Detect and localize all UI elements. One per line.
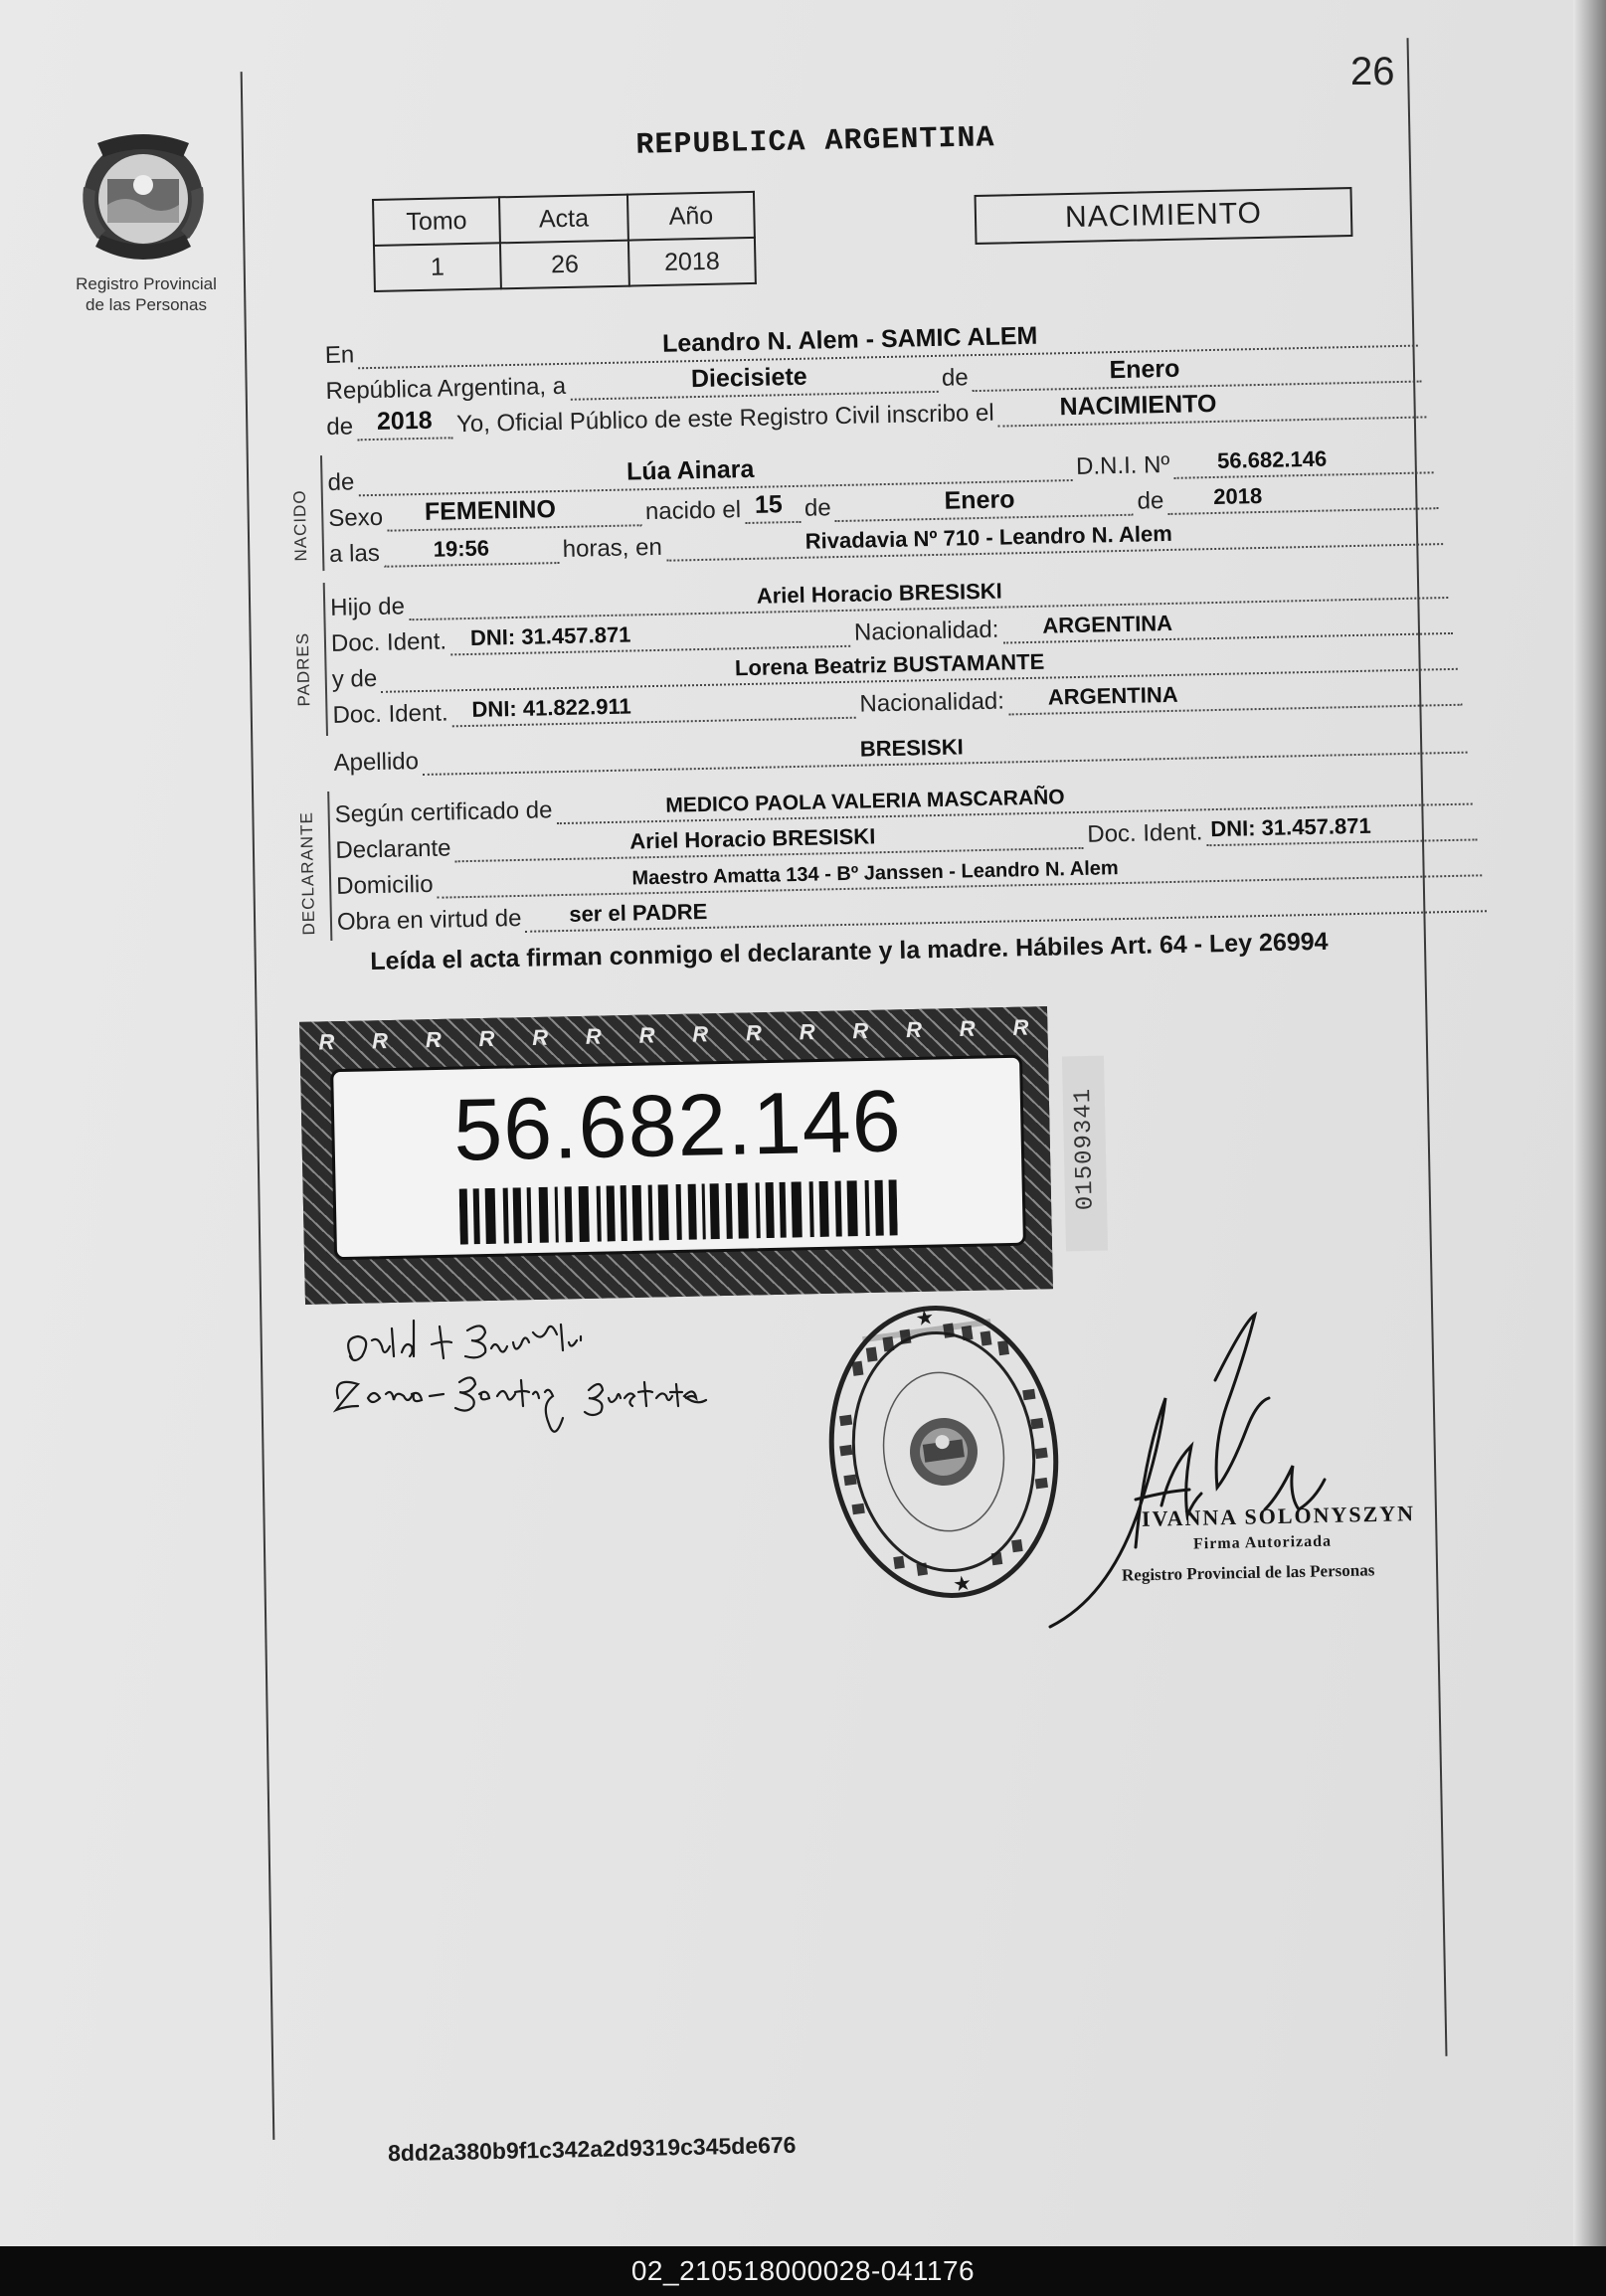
acto-value: NACIMIENTO [1059,389,1217,422]
padre-nacionalidad-value: ARGENTINA [1042,610,1173,638]
padre-doc-label: Doc. Ident. [330,627,447,657]
barcode-bars [459,1179,898,1244]
acta-value: 26 [500,241,629,289]
madre-nacionalidad-label: Nacionalidad: [859,687,1005,718]
control-number: 01509341 [1070,1087,1100,1211]
yo-label: Yo, Oficial Público de este Registro Civil inscribo el [455,399,994,439]
obra-en-virtud-label: Obra en virtud de [336,904,522,936]
lugar-value: Leandro N. Alem - SAMIC ALEM [661,321,1038,358]
hora-value: 19:56 [433,535,490,562]
republica-label: República Argentina, a [325,372,567,405]
obra-en-virtud-value: ser el PADRE [569,898,708,927]
dia-nacimiento-value: 15 [754,490,784,519]
barcode-card [330,1055,1026,1261]
seal-caption-line1: Registro Provincial [76,274,217,293]
segun-certificado-label: Según certificado de [334,796,553,828]
lugar-nacimiento-value: Rivadavia Nº 710 - Leandro N. Alem [804,520,1173,554]
madre-doc-label: Doc. Ident. [332,699,448,729]
seal-caption [52,273,241,315]
mes-nacimiento-value: Enero [944,485,1015,515]
control-number-strip [1062,1056,1108,1252]
closing-text: Leída el acta firman conmigo el declarante y la madre. Hábiles Art. 64 - Ley 26994 [370,927,1329,975]
provincial-seal-icon [76,127,211,272]
record-type-box: NACIMIENTO [975,187,1353,245]
authority-title: Firma Autorizada [1192,1532,1333,1553]
domicilio-value: Maestro Amatta 134 - Bº Janssen - Leandro N. Alem [631,857,1119,890]
dni-value: 56.682.146 [1216,445,1328,473]
madre-nacionalidad-value: ARGENTINA [1047,681,1178,710]
de-label-4: de [803,494,831,522]
svg-text:★: ★ [953,1572,973,1595]
authority-name: IVANNA SOLONYSZYN [1141,1501,1416,1531]
authorized-signature [1044,1311,1422,1649]
page-number: 26 [1350,50,1395,93]
padre-nacionalidad-label: Nacionalidad: [853,616,999,646]
authority-registry: Registro Provincial de las Personas [1121,1560,1375,1585]
padre-doc-value: DNI: 31.457.871 [469,621,631,650]
padre-value: Ariel Horacio BRESISKI [756,578,1002,609]
security-r-row-top: R R R R R R R R R R R R R R [318,1014,1029,1055]
tomo-value: 1 [374,243,501,291]
acta-header: Acta [499,195,628,244]
sexo-label: Sexo [328,503,384,532]
anio-header: Año [627,192,755,241]
document-hash: 8dd2a380b9f1c342a2d9319c345de676 [387,2131,797,2167]
document-title: REPUBLICA ARGENTINA [635,121,995,163]
anio-nacimiento-value: 2018 [1212,482,1263,509]
seal-caption-line2: de las Personas [86,295,207,314]
anio-value: 2018 [628,238,756,286]
delegation-stamp-icon [819,1293,1068,1621]
declarante-doc-value: DNI: 31.457.871 [1210,812,1371,842]
declarante-value: Ariel Horacio BRESISKI [629,823,876,854]
barcode-dni-number: 56.682.146 [452,1071,903,1179]
apellido-value: BRESISKI [859,734,964,762]
padres-section-label: PADRES [292,631,314,707]
nacido-el-label: nacido el [644,496,742,526]
y-de-label: y de [331,664,378,693]
en-label: En [324,341,355,369]
nombre-value: Lúa Ainara [625,454,755,486]
dni-label: D.N.I. Nº [1075,450,1170,480]
domicilio-label: Domicilio [335,870,434,900]
tomo-header: Tomo [373,197,500,246]
de-label-1: de [941,364,969,392]
registry-table [372,191,757,292]
declarante-section-label: DECLARANTE [296,810,319,936]
dia-inscripcion-value: Diecisiete [690,362,807,394]
file-id-footer: 02_210518000028-041176 [0,2246,1606,2296]
page-edge-shadow [1573,0,1606,2246]
de-label-5: de [1137,487,1164,515]
certificado-value: MEDICO PAOLA VALERIA MASCARAÑO [665,786,1065,817]
declarante-doc-label: Doc. Ident. [1087,818,1203,848]
mes-inscripcion-value: Enero [1109,354,1180,385]
anio-inscripcion-value: 2018 [376,406,433,436]
a-las-label: a las [328,539,381,568]
svg-text:★: ★ [915,1307,935,1329]
apellido-label: Apellido [333,748,420,777]
de-label-3: de [327,468,355,496]
madre-doc-value: DNI: 41.822.911 [471,693,631,722]
horas-en-label: horas, en [562,533,663,563]
declarante-label: Declarante [335,834,451,864]
madre-value: Lorena Beatriz BUSTAMANTE [734,648,1045,681]
nacido-section-label: NACIDO [289,489,311,562]
sexo-value: FEMENINO [424,495,557,526]
dni-barcode-plate [299,1006,1053,1305]
de-label-2: de [326,413,354,441]
hijo-de-label: Hijo de [329,593,406,621]
